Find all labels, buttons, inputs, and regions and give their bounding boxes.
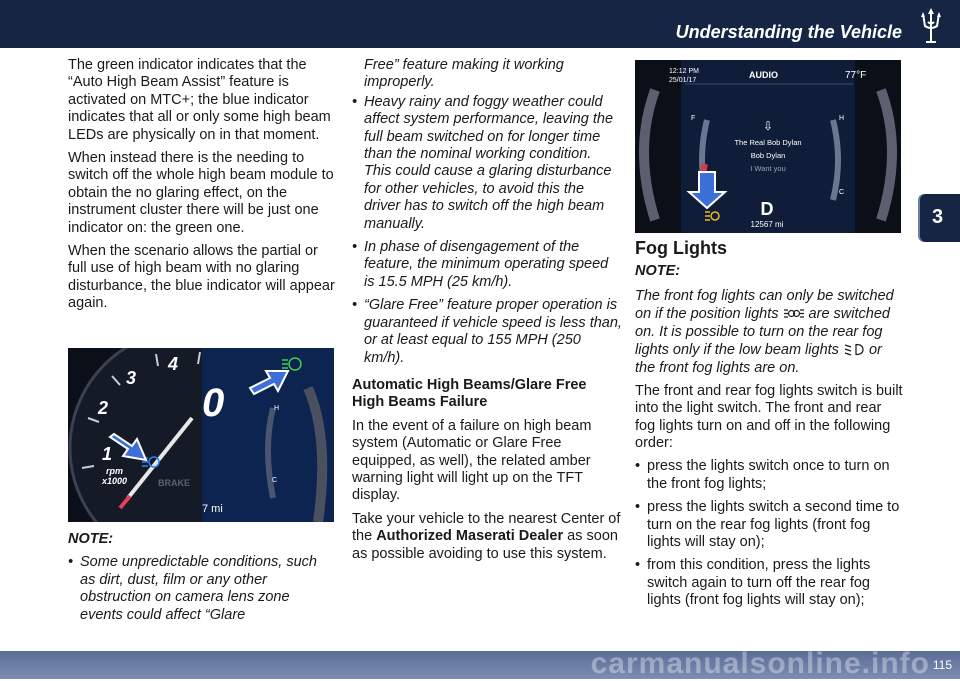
section-title: Understanding the Vehicle <box>675 22 902 42</box>
paragraph: When instead there is the needing to switch off the whole high beam module to obtain the no glaring effect, on the instrument cluster there will be just one indicator on: the green one. <box>68 150 334 236</box>
brake-label: BRAKE <box>158 478 191 488</box>
gauge-label: x1000 <box>102 476 128 486</box>
paragraph: When the scenario allows the partial or full use of high beam with no glaring disturbance, the blue indicator will appear again. <box>68 243 335 312</box>
gauge-label: 3 <box>126 368 137 388</box>
cluster-audio-figure <box>635 60 901 233</box>
outside-temp: 77°F <box>845 70 867 81</box>
column-1 <box>68 57 336 319</box>
fuel-full-label: F <box>691 115 696 122</box>
column-1-note <box>68 531 336 630</box>
note-continuation: Free” feature making it working improperly. <box>364 57 564 91</box>
paragraph <box>352 511 622 563</box>
low-beam-icon <box>843 343 865 356</box>
fog-bullet: • press the lights switch a second time to turn on the rear fog lights (front fog lights will stay on); <box>635 499 905 551</box>
gauge-label: 2 <box>98 398 109 418</box>
text-span: are switched on. It is possible to turn on the rear fog lights only if the low beam lights <box>635 305 890 358</box>
clock-time: 12:12 PM <box>669 68 699 75</box>
fog-bullet: • press the lights switch once to turn on the front fog lights; <box>635 458 905 493</box>
text-span: The front fog lights can only be switched on if the position lights <box>635 287 894 322</box>
paragraph: The front and rear fog lights switch is built into the light switch. The front and rear fog lights turn on and off in the following order: <box>635 382 903 452</box>
failure-subheading: Automatic High Beams/Glare Free High Beams Failure <box>352 376 587 411</box>
fog-bullet: • from this condition, press the lights switch again to turn off the rear fog lights (front fog lights will stay on); <box>635 557 905 609</box>
clock-date: 25/01/17 <box>669 77 697 84</box>
text-span: or the front fog lights are on. <box>635 341 882 376</box>
note-bullet: • Heavy rainy and foggy weather could affect system performance, leaving the full beam switched on for longer time than the nominal working condition. This could cause a glaring disturbance for other vehicles, to avoid this the driver has to switch off the high beam manually. <box>352 94 622 233</box>
gauge-label: rpm <box>106 466 124 476</box>
temp-cold-label: C <box>839 189 845 196</box>
gauge-label: 1 <box>102 444 113 464</box>
note-label: NOTE: <box>68 531 114 547</box>
chapter-number: 3 <box>932 206 944 228</box>
paragraph: In the event of a failure on high beam system (Automatic or Glare Free equipped, as well), the related amber warning light will light up on the TFT display. <box>352 417 592 504</box>
text-span: Take your vehicle to the nearest Center of the <box>352 510 621 545</box>
note-bullet: • Some unpredictable conditions, such as dirt, dust, film or any other obstruction on camera lens zone events could affect “Glare <box>68 554 336 624</box>
cluster-high-beam-figure <box>68 348 334 522</box>
song-name: I Want you <box>750 164 786 173</box>
fog-lights-heading: Fog Lights <box>635 238 727 258</box>
dealer-bold: Authorized Maserati Dealer <box>376 528 564 545</box>
artist-name: Bob Dylan <box>750 151 786 160</box>
odometer: 12567 mi <box>750 220 784 229</box>
column-3 <box>635 240 905 616</box>
paragraph: The green indicator indicates that the “Auto High Beam Assist” feature is activated on MTC+; the blue indicator indicates that all or only some high beam LEDs are physically on in that moment. <box>68 57 331 143</box>
maserati-trident-logo <box>914 6 948 46</box>
column-2 <box>352 57 622 569</box>
page-number: 115 <box>932 658 952 672</box>
note-label: NOTE: <box>635 263 681 280</box>
chapter-tab[interactable] <box>920 194 960 242</box>
fog-note <box>635 287 905 377</box>
gauge-label: 4 <box>168 354 179 374</box>
page-header <box>0 0 960 48</box>
track-title: The Real Bob Dylan <box>734 138 802 147</box>
watermark: carmanualsonline.info <box>590 647 930 680</box>
temp-hot-label: H <box>839 115 845 122</box>
screen-mode: AUDIO <box>749 70 778 80</box>
position-lights-icon <box>783 307 805 320</box>
gear-indicator: D <box>760 199 774 219</box>
usb-icon: ⇩ <box>762 119 774 133</box>
svg-text:0: 0 <box>202 381 225 425</box>
note-bullet: • In phase of disengagement of the feature, the minimum operating speed is 15.5 MPH (25 km/h). <box>352 239 622 291</box>
text-span: as soon as possible avoiding to use this system. <box>352 528 618 562</box>
odometer-partial: 7 mi <box>202 503 223 515</box>
gauge-label: C <box>272 477 278 484</box>
note-bullet: • “Glare Free” feature proper operation is guaranteed if vehicle speed is less than, or at least equal to 155 MPH (250 km/h). <box>352 297 622 367</box>
gauge-label: H <box>274 405 280 412</box>
page-footer <box>0 647 960 680</box>
